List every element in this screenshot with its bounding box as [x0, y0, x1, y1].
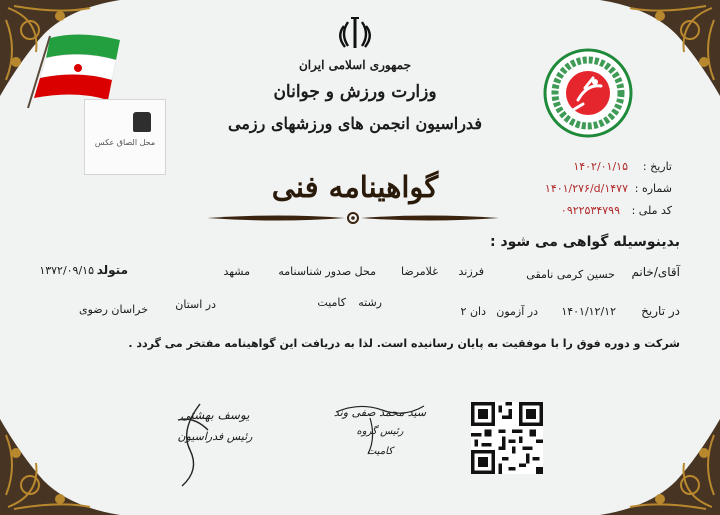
left-signatory-title: رئیس فدراسیون	[177, 430, 253, 443]
exam-date: ۱۴۰۱/۱۲/۱۲	[561, 305, 616, 318]
photo-caption: محل الصاق عکس	[94, 138, 156, 147]
father-name: غلامرضا	[401, 265, 438, 278]
qr-code-image	[471, 402, 543, 474]
birth-label: متولد	[96, 263, 128, 277]
portrait-image	[133, 112, 151, 132]
meta-number-value: ۱۴۰۱/۲۷۶/d/۱۴۷۷	[544, 182, 628, 195]
emblem-icon	[338, 14, 372, 52]
closing-text: شرکت و دوره فوق را با موفقیت به پایان رسانیده است. لذا به دریافت این گواهینامه مفتخر می گردد .	[128, 337, 680, 350]
federation-logo	[543, 48, 633, 138]
exam-label: در آزمون	[496, 305, 538, 318]
corner-ornament-bottom-right	[600, 405, 720, 515]
birthplace-label: محل صدور شناسنامه	[278, 265, 376, 278]
intro-text: بدینوسیله گواهی می شود :	[489, 234, 680, 250]
center-signatory-field: کامیت	[366, 446, 393, 457]
center-signature-image	[330, 398, 430, 458]
corner-ornament-bottom-left	[0, 405, 120, 515]
certificate-title: گواهینامه فنی	[271, 170, 439, 204]
federation-text: فدراسیون انجمن های ورزشهای رزمی	[228, 114, 482, 133]
photo-area	[84, 99, 166, 175]
left-signature-image	[160, 400, 220, 490]
dan-rank: دان ۲	[460, 305, 486, 318]
republic-text: جمهوری اسلامی ایران	[298, 58, 412, 72]
person-label: آقای/خانم	[631, 265, 680, 279]
birth-date: ۱۳۷۲/۰۹/۱۵	[39, 264, 94, 277]
iran-flag-image	[20, 30, 130, 110]
meta-number-label: شماره :	[634, 182, 672, 195]
person-name: حسین کرمی نامقی	[526, 268, 615, 281]
field-label: رشته	[358, 296, 382, 309]
exam-date-label: در تاریخ	[641, 304, 680, 318]
field-value: کامیت	[317, 296, 346, 309]
meta-date-value: ۱۴۰۲/۰۱/۱۵	[573, 160, 628, 173]
meta-national-id-value: ۰۹۲۲۵۳۴۷۹۹	[560, 204, 620, 217]
birthplace-value: مشهد	[223, 265, 250, 278]
province-value: خراسان رضوی	[78, 303, 148, 316]
meta-national-id-label: کد ملی :	[631, 204, 672, 217]
father-label: فرزند	[458, 265, 484, 278]
center-signatory-name: سید محمد صفی وند	[333, 406, 427, 419]
title-divider	[205, 210, 501, 226]
left-signatory-name: یوسف بهشتی	[180, 408, 250, 422]
center-signatory-title: رئیس گروه	[356, 426, 404, 437]
province-label: در استان	[175, 298, 216, 311]
meta-date-label: تاریخ :	[642, 160, 672, 173]
ministry-text: وزارت ورزش و جوانان	[273, 82, 437, 102]
